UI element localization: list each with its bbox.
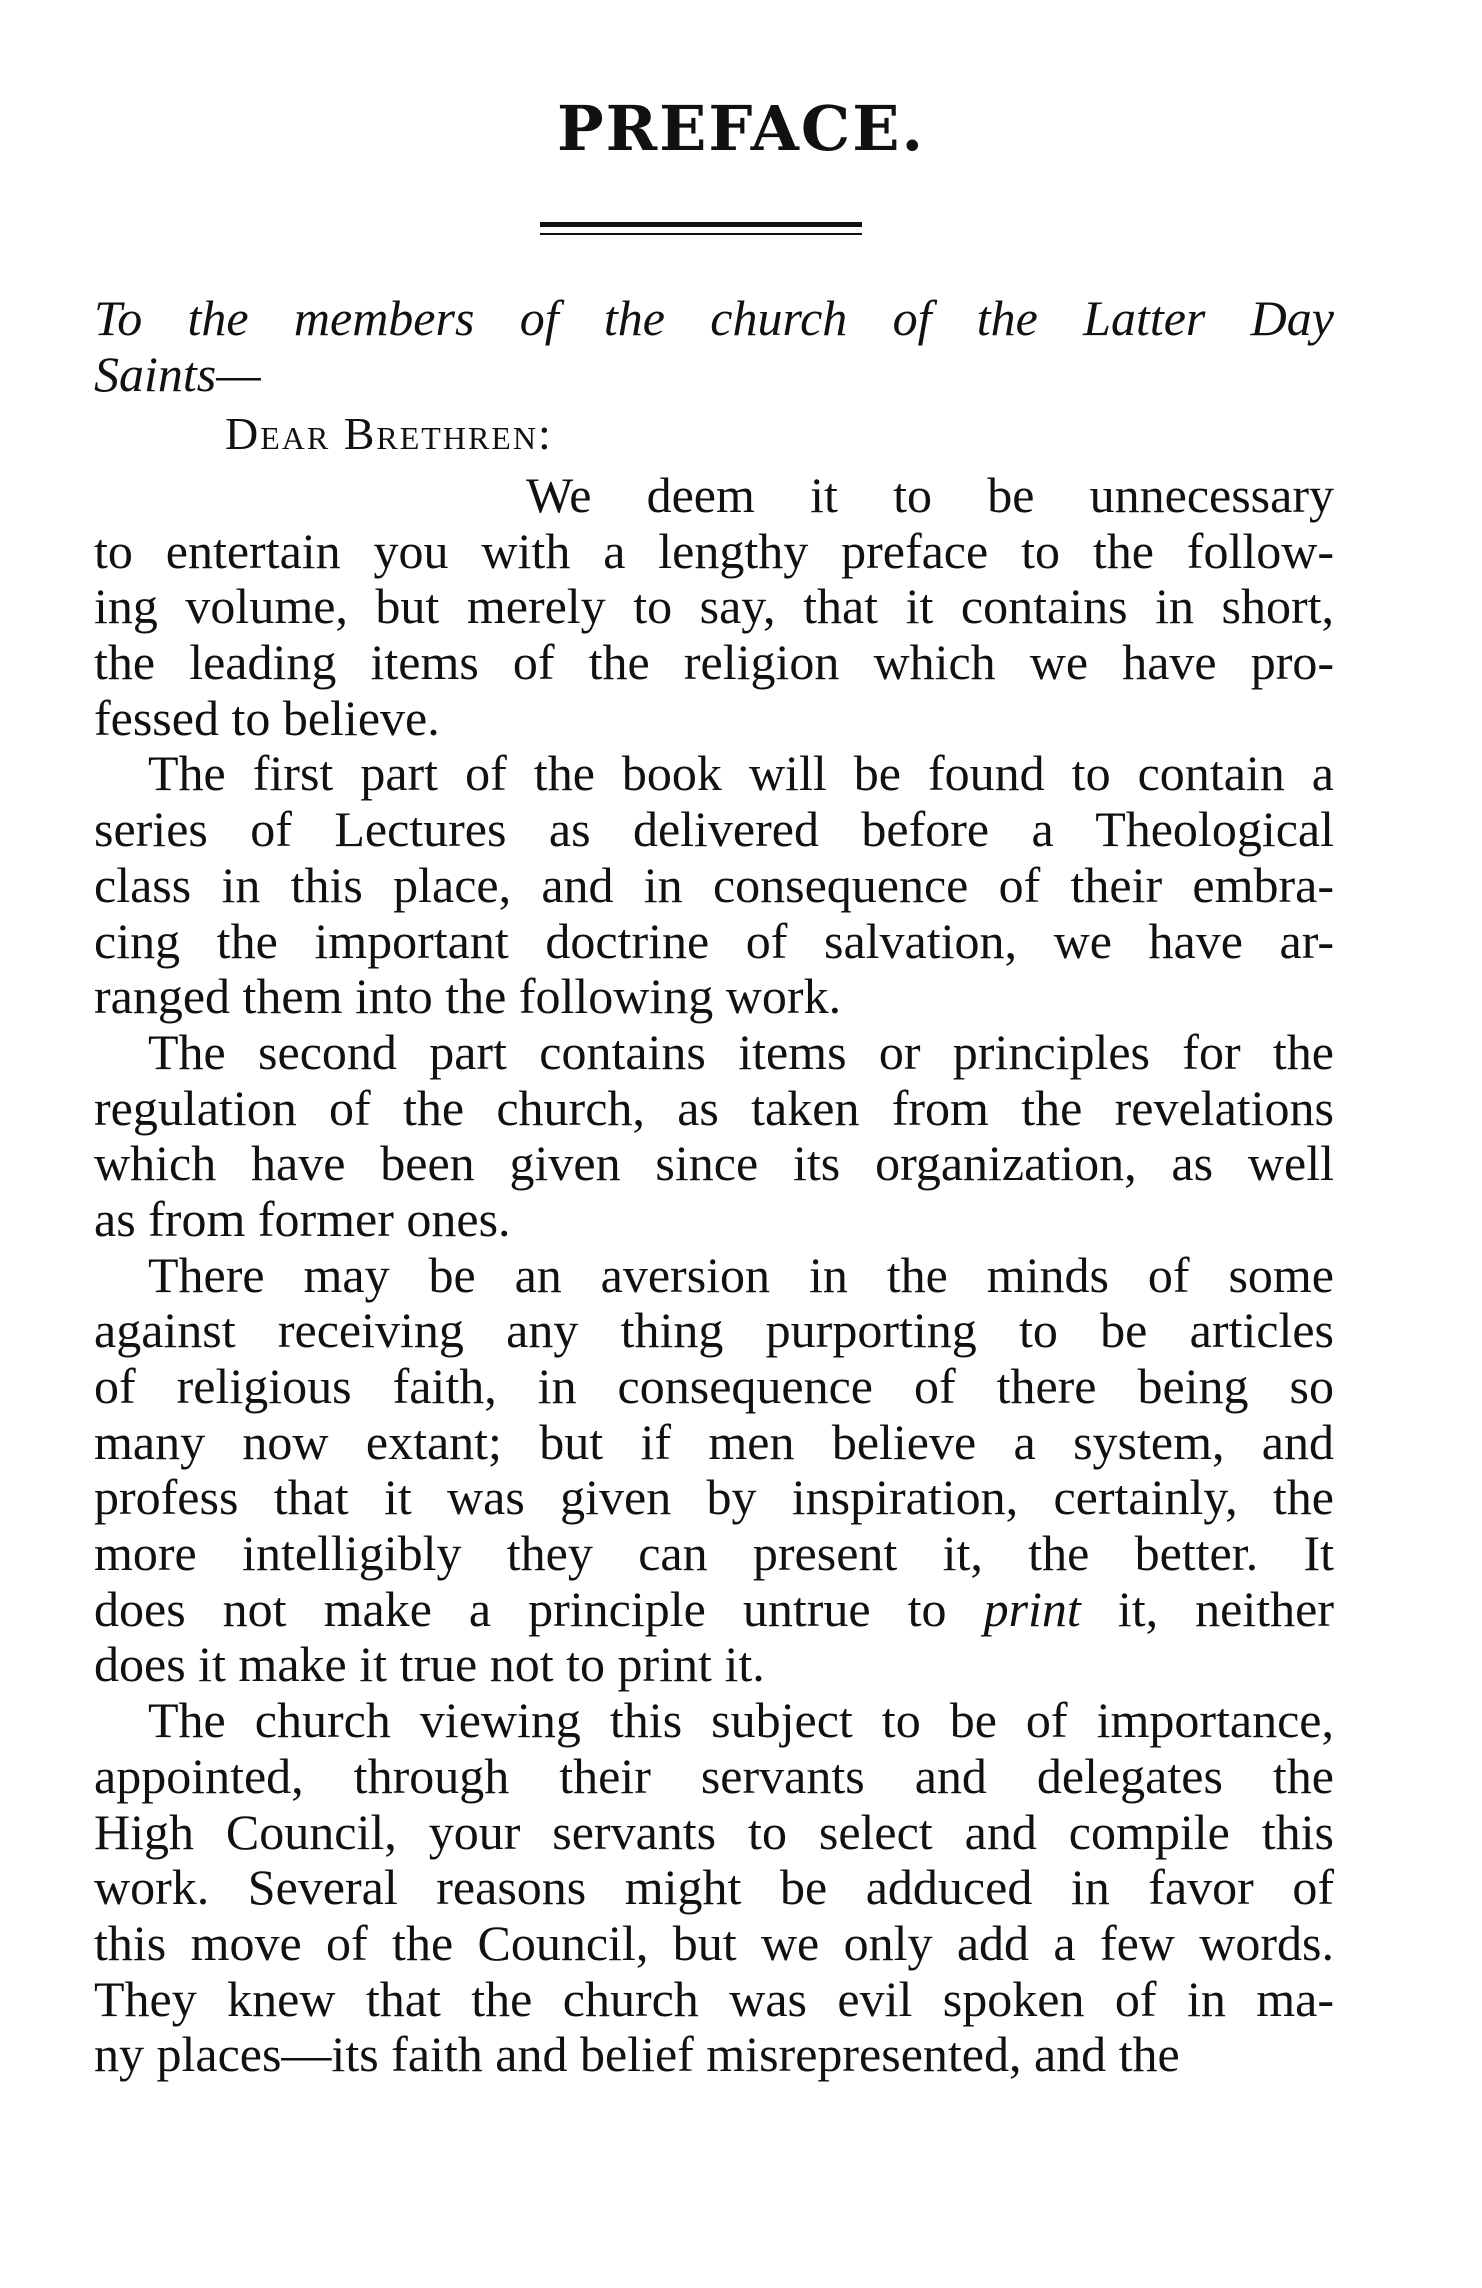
text-line: does not make a principle untrue to print it, neither bbox=[94, 1580, 1334, 1637]
address-block bbox=[94, 291, 1334, 402]
text-line: work. Several reasons might be adduced in favor of bbox=[94, 1859, 1334, 1916]
text-line: High Council, your servants to select and compile this bbox=[94, 1803, 1334, 1860]
text-line: The second part contains items or principles for the bbox=[148, 1023, 1334, 1080]
text-line: series of Lectures as delivered before a Theological bbox=[94, 801, 1334, 858]
text-line: the leading items of the religion which we have pro- bbox=[94, 634, 1334, 691]
paragraph bbox=[94, 1248, 1334, 1694]
text-line: this move of the Council, but we only add a few words. bbox=[94, 1914, 1334, 1971]
paragraph bbox=[94, 1693, 1334, 2083]
text-line: ny places—its faith and belief misrepresented, and the bbox=[94, 2026, 1180, 2083]
text-line: The church viewing this subject to be of importance, bbox=[148, 1692, 1334, 1749]
text-line: does it make it true not to print it. bbox=[94, 1636, 765, 1693]
paragraph bbox=[94, 468, 1334, 746]
address-line: Saints— bbox=[94, 345, 261, 402]
title-rule-thin bbox=[540, 233, 862, 235]
text-line: appointed, through their servants and delegates the bbox=[94, 1747, 1334, 1804]
title-rule bbox=[540, 222, 862, 227]
text-line: They knew that the church was evil spoken of in ma- bbox=[94, 1970, 1334, 2027]
paragraph bbox=[94, 746, 1334, 1024]
text-line: ranged them into the following work. bbox=[94, 968, 842, 1025]
text-line: The first part of the book will be found to contain a bbox=[148, 745, 1334, 802]
text-line: class in this place, and in consequence of their embra- bbox=[94, 856, 1334, 913]
paragraph bbox=[94, 1025, 1334, 1248]
text-line: regulation of the church, as taken from the revelations bbox=[94, 1079, 1334, 1136]
text-line: We deem it to be unnecessary bbox=[526, 467, 1334, 523]
salutation: Dear Brethren: bbox=[225, 408, 553, 459]
page-title: PREFACE. bbox=[556, 92, 926, 165]
text-line: profess that it was given by inspiration, certainly, the bbox=[94, 1469, 1334, 1526]
text-line: fessed to believe. bbox=[94, 689, 440, 746]
text-line: ing volume, but merely to say, that it contains in short, bbox=[94, 578, 1334, 635]
text-line: against receiving any thing purporting to be articles bbox=[94, 1302, 1334, 1359]
text-line: many now extant; but if men believe a system, and bbox=[94, 1413, 1334, 1470]
text-line: cing the important doctrine of salvation, we have ar- bbox=[94, 912, 1334, 969]
body-text bbox=[94, 468, 1334, 2083]
text-line: more intelligibly they can present it, the better. It bbox=[94, 1525, 1334, 1582]
text-line: which have been given since its organization, as well bbox=[94, 1135, 1334, 1192]
text-line: as from former ones. bbox=[94, 1190, 511, 1247]
text-line: There may be an aversion in the minds of some bbox=[148, 1246, 1334, 1303]
address-line: To the members of the church of the Latter Day bbox=[94, 290, 1334, 346]
text-line: to entertain you with a lengthy preface to the follow- bbox=[94, 522, 1334, 579]
text-line: of religious faith, in consequence of there being so bbox=[94, 1358, 1334, 1414]
